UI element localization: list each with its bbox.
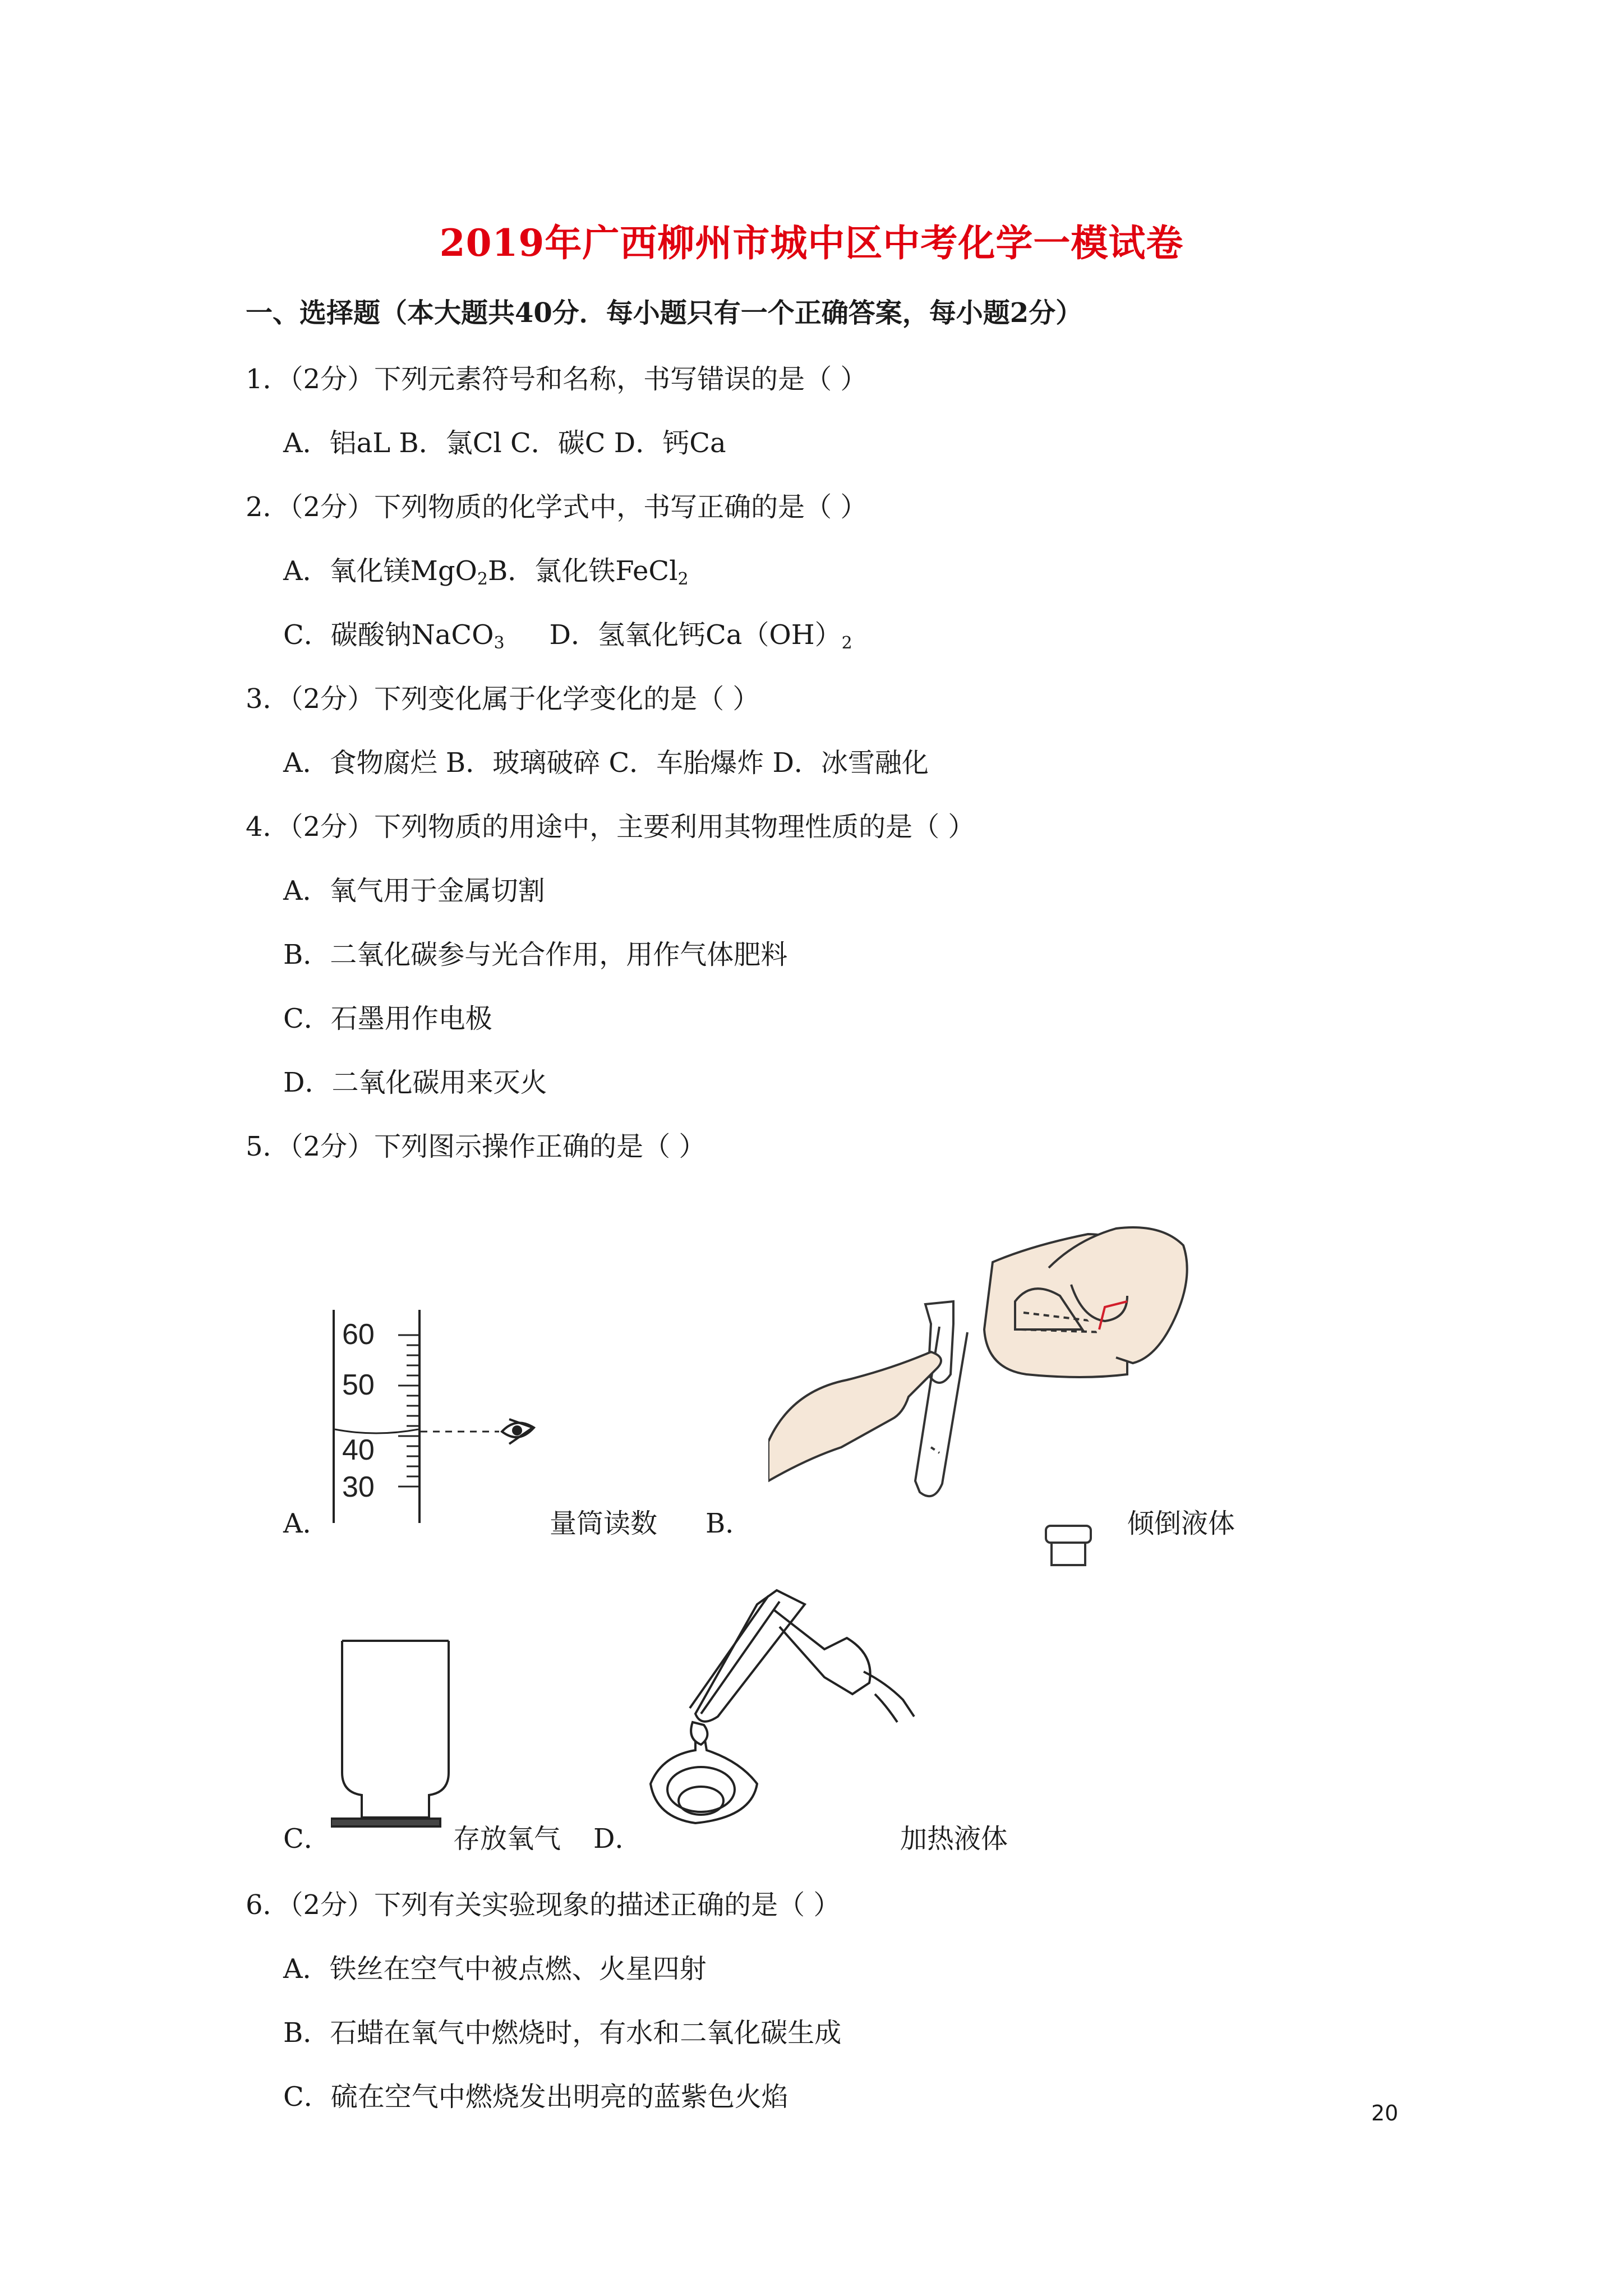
figure-b-letter: B． xyxy=(706,1508,753,1539)
option-c-text: C．碳酸钠NaCO xyxy=(283,619,494,651)
option-d-text: D．氢氧化钙Ca（OH） xyxy=(549,619,842,651)
question-2-stem: 2．（2分）下列物质的化学式中，书写正确的是（ ） xyxy=(246,491,868,523)
question-4-option-c: C．石墨用作电极 xyxy=(283,1003,492,1034)
question-6-stem: 6．（2分）下列有关实验现象的描述正确的是（ ） xyxy=(246,1889,841,1921)
question-4-option-b: B．二氧化碳参与光合作用，用作气体肥料 xyxy=(283,939,788,970)
question-3-options: A．食物腐烂 B．玻璃破碎 C．车胎爆炸 D．冰雪融化 xyxy=(283,747,929,779)
cylinder-tick-50: 50 xyxy=(342,1369,375,1401)
option-a-text: A．氧化镁MgO xyxy=(283,555,477,587)
cylinder-tick-40: 40 xyxy=(342,1434,375,1466)
figure-c-letter: C． xyxy=(283,1823,331,1855)
figure-c-caption: 存放氧气 xyxy=(453,1823,561,1855)
graduated-cylinder-figure xyxy=(331,1307,544,1531)
question-3-stem: 3．（2分）下列变化属于化学变化的是（ ） xyxy=(246,683,760,715)
cylinder-tick-60: 60 xyxy=(342,1318,375,1351)
question-2-options-ab xyxy=(283,554,689,588)
figure-b-caption: 倾倒液体 xyxy=(1127,1508,1235,1539)
question-4-option-d: D．二氧化碳用来灭火 xyxy=(283,1067,547,1098)
exam-title: 2019年广西柳州市城中区中考化学一模试卷 xyxy=(439,221,1184,265)
question-1-options: A．铝aL B．氯Cl C．碳C D．钙Ca xyxy=(283,427,726,459)
option-b-text: B．氯化铁FeCl xyxy=(488,555,678,587)
option-c-subscript: 3 xyxy=(494,633,505,653)
gas-jar-figure xyxy=(331,1638,460,1840)
question-6-option-c: C．硫在空气中燃烧发出明亮的蓝紫色火焰 xyxy=(283,2081,789,2113)
section-heading: 一、选择题（本大题共40分．每小题只有一个正确答案，每小题2分） xyxy=(246,297,1083,329)
option-d-subscript: 2 xyxy=(841,633,852,653)
option-b-subscript: 2 xyxy=(677,569,689,589)
question-5-stem: 5．（2分）下列图示操作正确的是（ ） xyxy=(246,1131,706,1162)
question-1-stem: 1．（2分）下列元素符号和名称，书写错误的是（ ） xyxy=(246,364,868,395)
pouring-liquid-figure xyxy=(768,1212,1329,1571)
question-4-stem: 4．（2分）下列物质的用途中，主要利用其物理性质的是（ ） xyxy=(246,811,975,843)
option-a-subscript: 2 xyxy=(477,569,488,589)
question-6-option-a: A．铁丝在空气中被点燃、火星四射 xyxy=(283,1953,707,1985)
figure-a-caption: 量筒读数 xyxy=(550,1508,658,1539)
eye-icon xyxy=(502,1419,534,1444)
page-number: 20 xyxy=(1371,2101,1399,2125)
figure-a-letter: A． xyxy=(283,1508,330,1539)
question-4-option-a: A．氧气用于金属切割 xyxy=(283,875,545,907)
figure-d-caption: 加热液体 xyxy=(900,1823,1008,1855)
question-2-options-cd xyxy=(283,618,852,652)
heating-liquid-figure xyxy=(639,1588,920,1846)
figure-d-letter: D． xyxy=(593,1823,642,1855)
cylinder-tick-30: 30 xyxy=(342,1471,375,1503)
question-6-option-b: B．石蜡在氧气中燃烧时，有水和二氧化碳生成 xyxy=(283,2017,842,2049)
